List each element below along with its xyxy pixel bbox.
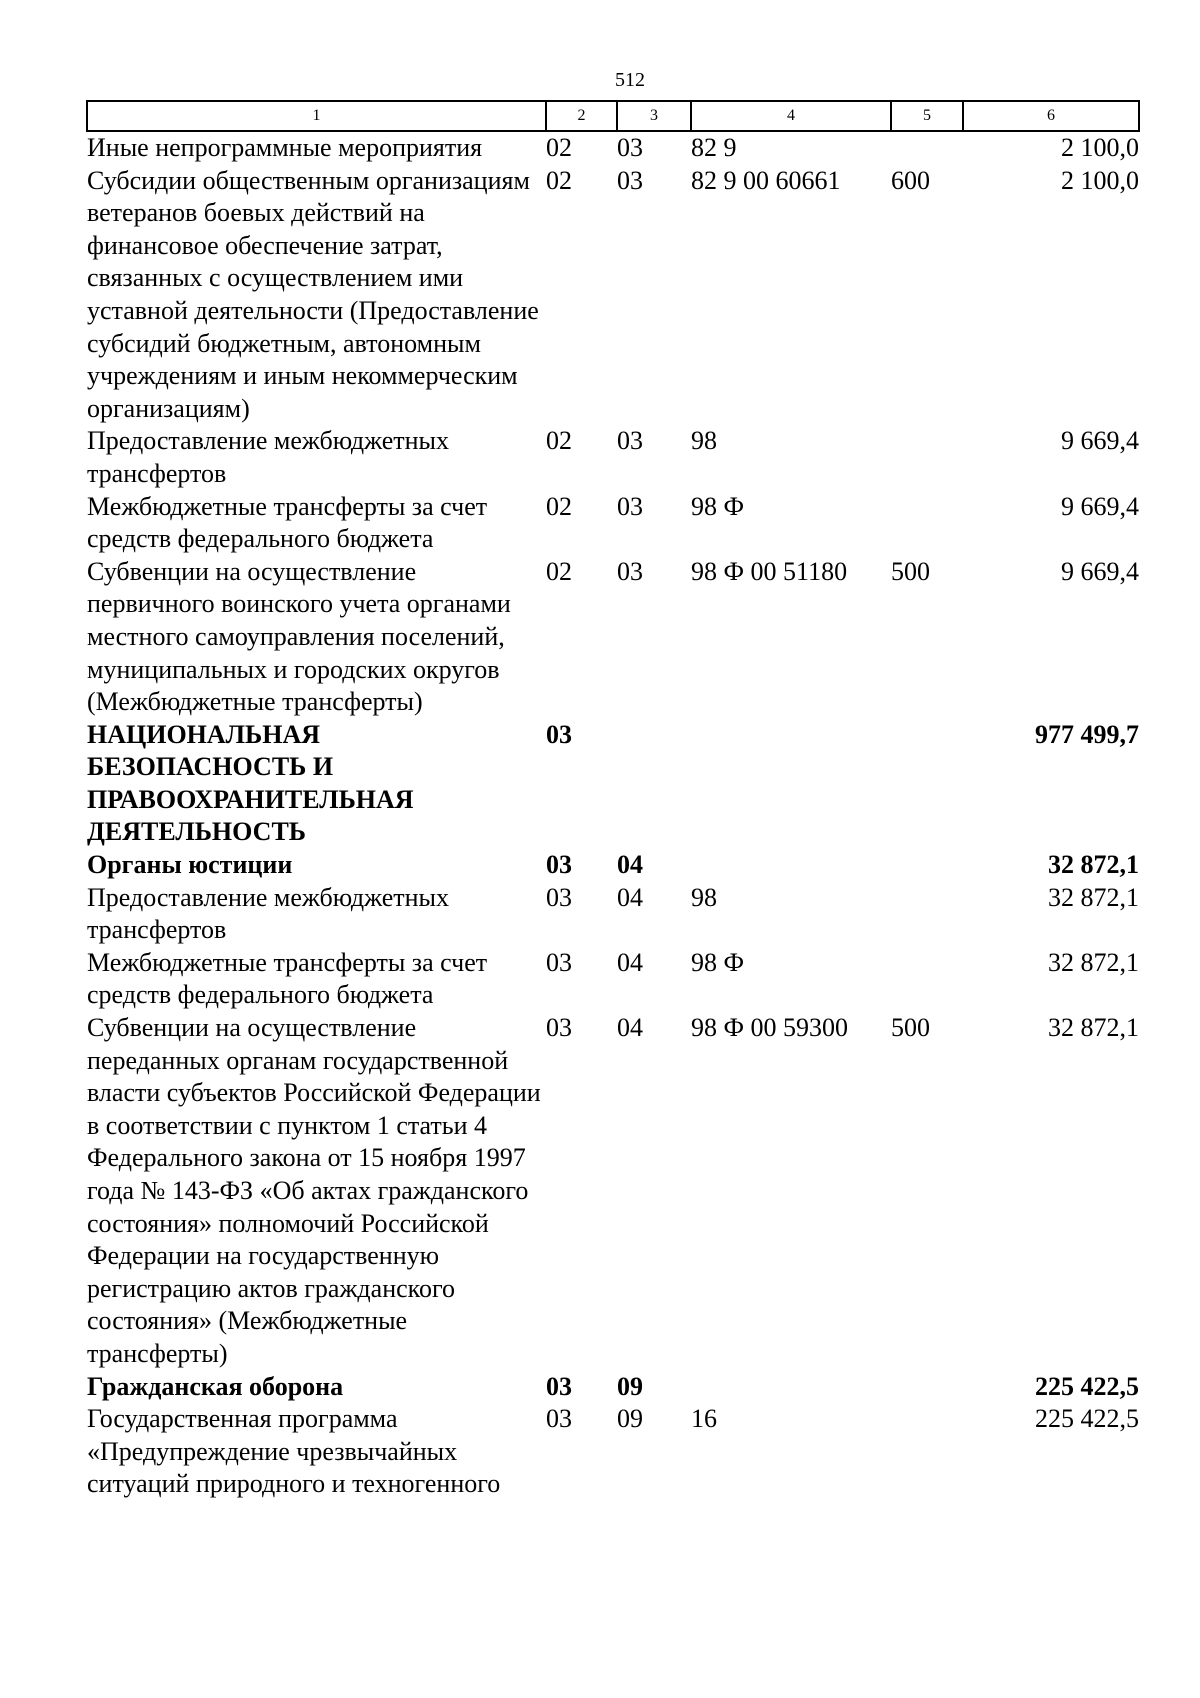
row-subsection: 09 bbox=[617, 1371, 643, 1401]
row-name: Межбюджетные трансферты за счет средств федерального бюджета bbox=[87, 491, 488, 554]
budget-table bbox=[86, 100, 1140, 1501]
row-expense-type: 600 bbox=[891, 165, 930, 195]
table-row bbox=[87, 425, 1139, 490]
row-name: Субсидии общественным организациям ветеранов боевых действий на финансовое обеспечение затрат, связанных с осуществлением ими уставной деятельности (Предоставление субсидий бюджетным, автономным учреждениям и иным некоммерческим организациям) bbox=[87, 165, 539, 423]
row-amount: 9 669,4 bbox=[1061, 426, 1139, 456]
row-subsection: 03 bbox=[617, 491, 643, 521]
row-amount: 9 669,4 bbox=[1061, 556, 1139, 586]
row-amount: 32 872,1 bbox=[1048, 1013, 1139, 1043]
row-amount: 32 872,1 bbox=[1048, 882, 1139, 912]
row-amount: 225 422,5 bbox=[1035, 1404, 1139, 1434]
row-name: Субвенции на осуществление переданных органам государственной власти субъектов Российской Федерации в соответствии с пунктом 1 статьи 4 Федерального закона от 15 ноября 1997 года № 143-ФЗ «Об актах гражданского состояния» полномочий Российской Федерации на государственную регистрацию актов гражданского состояния» (Межбюджетные трансферты) bbox=[87, 1013, 541, 1368]
row-section: 02 bbox=[546, 133, 572, 162]
row-name: Субвенции на осуществление первичного воинского учета органами местного самоуправления поселений, муниципальных и городских округов (Межбюджетные трансферты) bbox=[87, 556, 511, 717]
header-col-3: 3 bbox=[617, 101, 691, 131]
row-expense-type: 500 bbox=[891, 1013, 930, 1043]
row-target-article: 98 Ф 00 59300 bbox=[691, 1013, 849, 1043]
row-target-article: 98 bbox=[691, 426, 717, 456]
row-target-article: 98 bbox=[691, 882, 717, 912]
table-row bbox=[87, 1403, 1139, 1501]
table-row bbox=[87, 556, 1139, 719]
row-subsection: 03 bbox=[617, 426, 643, 456]
row-target-article bbox=[691, 1371, 891, 1404]
row-section: 02 bbox=[546, 426, 572, 456]
row-section: 03 bbox=[546, 1404, 572, 1434]
row-subsection: 03 bbox=[617, 556, 643, 586]
row-amount: 32 872,1 bbox=[1048, 947, 1139, 977]
row-subsection: 04 bbox=[617, 850, 643, 880]
row-name: Органы юстиции bbox=[87, 850, 293, 880]
row-expense-type bbox=[891, 425, 963, 490]
row-subsection: 09 bbox=[617, 1404, 643, 1434]
table-row bbox=[87, 131, 1139, 165]
row-name: Межбюджетные трансферты за счет средств федерального бюджета bbox=[87, 947, 488, 1010]
row-subsection: 03 bbox=[617, 133, 643, 162]
row-expense-type: 500 bbox=[891, 556, 930, 586]
table-row bbox=[87, 882, 1139, 947]
row-expense-type bbox=[891, 131, 963, 165]
row-target-article bbox=[691, 849, 891, 882]
row-section: 02 bbox=[546, 556, 572, 586]
row-expense-type bbox=[891, 849, 963, 882]
table-body bbox=[87, 131, 1139, 1501]
row-expense-type bbox=[891, 1403, 963, 1501]
row-name: Иные непрограммные мероприятия bbox=[87, 133, 483, 162]
row-section: 03 bbox=[546, 1371, 572, 1401]
table-row bbox=[87, 1012, 1139, 1371]
table-header bbox=[87, 101, 1139, 131]
table-row bbox=[87, 491, 1139, 556]
row-subsection: 04 bbox=[617, 1013, 643, 1043]
header-row bbox=[87, 101, 1139, 131]
row-name: Государственная программа «Предупреждение чрезвычайных ситуаций природного и техногенного bbox=[87, 1404, 501, 1499]
header-col-2: 2 bbox=[546, 101, 617, 131]
row-section: 03 bbox=[546, 719, 572, 749]
row-expense-type bbox=[891, 1371, 963, 1404]
row-section: 02 bbox=[546, 165, 572, 195]
row-name: Предоставление межбюджетных трансфертов bbox=[87, 882, 450, 945]
row-section: 03 bbox=[546, 947, 572, 977]
header-col-4: 4 bbox=[691, 101, 891, 131]
row-amount: 2 100,0 bbox=[1061, 165, 1139, 195]
row-amount: 32 872,1 bbox=[1048, 850, 1139, 880]
header-col-1: 1 bbox=[87, 101, 546, 131]
row-target-article: 16 bbox=[691, 1404, 717, 1434]
table-row bbox=[87, 947, 1139, 1012]
row-subsection: 03 bbox=[617, 165, 643, 195]
row-target-article: 98 Ф bbox=[691, 947, 745, 977]
table-row bbox=[87, 719, 1139, 849]
row-expense-type bbox=[891, 719, 963, 849]
header-col-6: 6 bbox=[963, 101, 1139, 131]
row-target-article: 98 Ф 00 51180 bbox=[691, 556, 848, 586]
row-target-article bbox=[691, 719, 891, 849]
row-name: Гражданская оборона bbox=[87, 1371, 344, 1401]
row-expense-type bbox=[891, 947, 963, 1012]
row-section: 02 bbox=[546, 491, 572, 521]
table-row bbox=[87, 1371, 1139, 1404]
row-name: Предоставление межбюджетных трансфертов bbox=[87, 426, 450, 488]
row-subsection bbox=[617, 719, 691, 849]
row-subsection: 04 bbox=[617, 947, 643, 977]
row-amount: 225 422,5 bbox=[1035, 1371, 1139, 1401]
table-row bbox=[87, 165, 1139, 426]
row-expense-type bbox=[891, 491, 963, 556]
row-section: 03 bbox=[546, 850, 572, 880]
row-name: НАЦИОНАЛЬНАЯ БЕЗОПАСНОСТЬ И ПРАВООХРАНИТЕЛЬНАЯ ДЕЯТЕЛЬНОСТЬ bbox=[87, 719, 414, 847]
header-col-5: 5 bbox=[891, 101, 963, 131]
row-amount: 2 100,0 bbox=[1061, 133, 1139, 162]
row-amount: 9 669,4 bbox=[1061, 491, 1139, 521]
row-subsection: 04 bbox=[617, 882, 643, 912]
row-amount: 977 499,7 bbox=[1035, 719, 1139, 749]
row-section: 03 bbox=[546, 1013, 572, 1043]
row-target-article: 82 9 bbox=[691, 133, 737, 162]
page-number: 512 bbox=[615, 69, 645, 91]
table-row bbox=[87, 849, 1139, 882]
row-target-article: 98 Ф bbox=[691, 491, 745, 521]
row-section: 03 bbox=[546, 882, 572, 912]
row-expense-type bbox=[891, 882, 963, 947]
row-target-article: 82 9 00 60661 bbox=[691, 165, 841, 195]
